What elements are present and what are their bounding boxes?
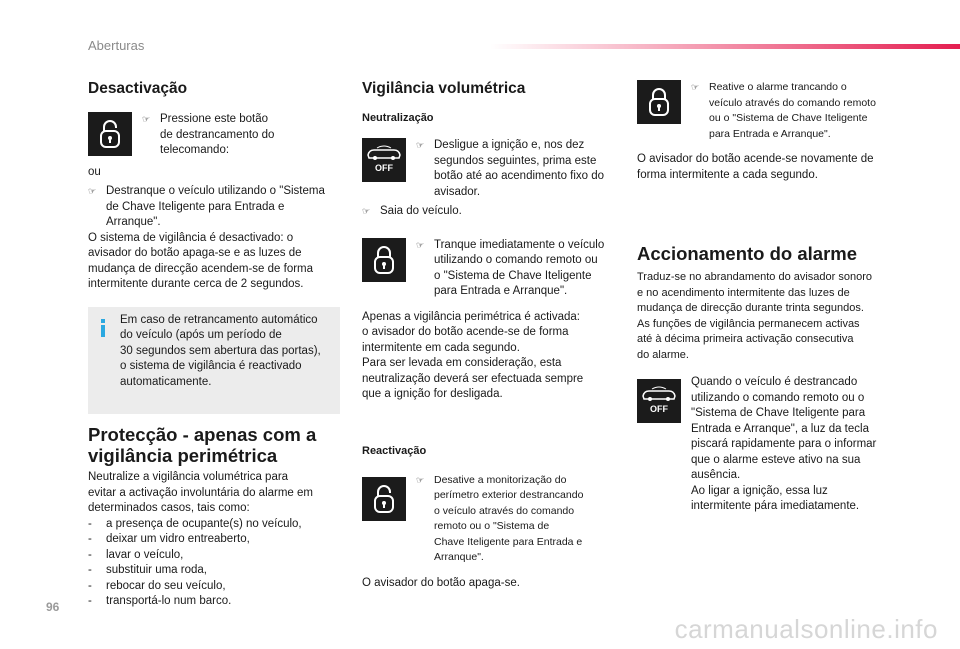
page-number: 96 bbox=[46, 600, 60, 614]
padlock-lock-icon bbox=[637, 80, 681, 124]
right-pointer-icon: ☞ bbox=[142, 114, 151, 124]
text-line: automaticamente. bbox=[120, 375, 212, 388]
padlock-unlock-icon bbox=[362, 477, 406, 521]
info-icon bbox=[96, 313, 120, 331]
cases-list bbox=[88, 517, 340, 610]
text-line: Entrada e Arranque", a luz da tecla bbox=[691, 422, 869, 435]
text-line: ausência. bbox=[691, 469, 741, 481]
list-item: - substituir uma roda, bbox=[88, 564, 207, 576]
right-pointer-icon: ☞ bbox=[362, 206, 371, 216]
step-exit-vehicle bbox=[362, 204, 618, 220]
text-line: intermitente durante cerca de 2 segundos. bbox=[88, 278, 304, 290]
text-line: até à décima primeira activação consecutiva bbox=[637, 333, 854, 345]
off-label: OFF bbox=[650, 404, 668, 414]
text-line: mudança de direcção durante trinta segundos. bbox=[637, 302, 864, 314]
step-lock-vehicle bbox=[362, 238, 618, 300]
paragraph-indicator-flash bbox=[637, 152, 889, 183]
text-indicator-off: O avisador do botão apaga-se. bbox=[362, 576, 520, 589]
heading-volumetric: Vigilância volumétrica bbox=[362, 80, 526, 97]
text-line: remoto ou o "Sistema de bbox=[434, 520, 550, 532]
text-line: Chave Iteligente para Entrada e bbox=[434, 535, 583, 548]
paragraph-perimeter bbox=[362, 310, 618, 403]
text-line: avisador do botão apaga-se e as luzes de bbox=[88, 247, 302, 259]
text-line: Tranque imediatamente o veículo bbox=[434, 238, 605, 251]
heading-alarm-trigger: Accionamento do alarme bbox=[637, 243, 858, 264]
subheading-neutralization: Neutralização bbox=[362, 112, 434, 124]
text-line: O sistema de vigilância é desactivado: o bbox=[88, 231, 294, 244]
text-line: o "Sistema de Chave Iteligente bbox=[434, 269, 592, 282]
step-reactivate bbox=[362, 473, 618, 566]
text-line: Traduz-se no abrandamento do avisador sonoro bbox=[637, 271, 873, 283]
text-line: que o alarme esteve ativo na sua bbox=[691, 453, 861, 466]
text-line: forma intermitente a cada segundo. bbox=[637, 168, 818, 181]
heading-line: vigilância perimétrica bbox=[88, 445, 278, 466]
text-line: intermitente pára imediatamente. bbox=[691, 500, 860, 512]
heading-line: Protecção - apenas com a bbox=[88, 424, 317, 445]
text-line: e no acendimento intermitente das luzes de bbox=[637, 286, 850, 299]
text-line: ou o "Sistema de Chave Iteligente bbox=[709, 112, 868, 124]
text-line: o sistema de vigilância é reactivado bbox=[120, 360, 302, 372]
text-line: Reative o alarme trancando o bbox=[709, 81, 847, 93]
text-line: Arranque". bbox=[106, 216, 161, 228]
text-line: Para ser levada em consideração, esta bbox=[362, 357, 562, 369]
text-line: para Entrada e Arranque". bbox=[709, 127, 831, 140]
car-alarm-off-icon bbox=[637, 379, 681, 423]
text-line: Desligue a ignição e, nos dez bbox=[434, 139, 585, 151]
text-line: determinados casos, tais como: bbox=[88, 502, 250, 514]
text-line: que a ignição for desligada. bbox=[362, 388, 503, 400]
text-line: do alarme. bbox=[637, 348, 689, 361]
paragraph-intro bbox=[88, 470, 340, 517]
right-pointer-icon: ☞ bbox=[416, 140, 425, 150]
text-line: mudança de direcção acendem-se de forma bbox=[88, 262, 314, 275]
heading-desactivacao: Desactivação bbox=[88, 80, 188, 97]
paragraph-deactivated bbox=[88, 231, 340, 293]
padlock-unlock-icon bbox=[88, 112, 132, 156]
text-line: o avisador do botão acende-se de forma bbox=[362, 326, 569, 338]
text-line: Quando o veículo é destrancado bbox=[691, 376, 858, 388]
text-line: Ao ligar a ignição, essa luz bbox=[691, 484, 828, 497]
watermark: carmanualsonline.info bbox=[674, 614, 938, 644]
text-line: O avisador do botão acende-se novamente de bbox=[637, 153, 874, 165]
list-item: - rebocar do seu veículo, bbox=[88, 579, 226, 592]
paragraph-alarm bbox=[637, 270, 889, 363]
text-line: o veículo através do comando bbox=[434, 504, 575, 517]
text-line: Arranque". bbox=[434, 551, 484, 563]
car-alarm-off-icon bbox=[362, 138, 406, 182]
list-item: - deixar um vidro entreaberto, bbox=[88, 533, 250, 545]
step-ignition-off bbox=[362, 138, 618, 200]
subheading-reactivation: Reactivação bbox=[362, 444, 427, 457]
text-line: utilizando o comando remoto ou o bbox=[691, 391, 865, 404]
text-line: Em caso de retrancamento automático bbox=[120, 313, 318, 326]
text-line: do veículo (após um período de bbox=[120, 329, 282, 341]
text-line: telecomando: bbox=[160, 144, 230, 156]
section-title: Aberturas bbox=[88, 38, 145, 53]
text-line: As funções de vigilância permanecem activas bbox=[637, 317, 860, 330]
text-line: para Entrada e Arranque". bbox=[434, 285, 568, 297]
text-line: Neutralize a vigilância volumétrica para bbox=[88, 471, 289, 483]
column-right bbox=[637, 78, 889, 515]
text-line: botão até ao acendimento fixo do bbox=[434, 170, 605, 182]
step-unlock-remote bbox=[88, 112, 340, 159]
right-pointer-icon: ☞ bbox=[416, 474, 425, 485]
text-line: Saia do veículo. bbox=[380, 205, 462, 217]
step-unlock-warning bbox=[637, 375, 889, 515]
right-pointer-icon: ☞ bbox=[416, 239, 425, 250]
text-or: ou bbox=[88, 165, 101, 178]
text-line: piscará rapidamente para o informar bbox=[691, 438, 877, 450]
text-line: "Sistema de Chave Iteligente para bbox=[691, 407, 866, 419]
column-middle bbox=[362, 78, 618, 591]
text-line: Pressione este botão bbox=[160, 113, 269, 125]
step-reactivate-lock bbox=[637, 80, 889, 142]
info-note bbox=[88, 307, 340, 415]
text-line: utilizando o comando remoto ou bbox=[434, 254, 598, 266]
text-line: Destranque o veículo utilizando o "Sistema bbox=[106, 185, 325, 197]
text-line: Apenas a vigilância perimétrica é activada: bbox=[362, 310, 580, 323]
heading-protection bbox=[88, 424, 340, 466]
text-line: de Chave Iteligente para Entrada e bbox=[106, 200, 285, 213]
right-pointer-icon: ☞ bbox=[691, 82, 700, 92]
list-item: - transportá-lo num barco. bbox=[88, 595, 232, 607]
padlock-lock-icon bbox=[362, 238, 406, 282]
text-line: de destrancamento do bbox=[160, 128, 275, 141]
text-line: evitar a activação involuntária do alarme em bbox=[88, 486, 314, 499]
off-label: OFF bbox=[375, 163, 393, 173]
text-line: Desative a monitorização do bbox=[434, 473, 567, 486]
list-item: - a presença de ocupante(s) no veículo, bbox=[88, 517, 302, 530]
text-line: neutralização deverá ser efectuada sempre bbox=[362, 372, 584, 385]
text-line: intermitente em cada segundo. bbox=[362, 341, 520, 354]
text-line: segundos seguintes, prima este bbox=[434, 154, 597, 167]
text-line: 30 segundos sem abertura das portas), bbox=[120, 344, 321, 357]
header-accent-line bbox=[490, 44, 960, 49]
column-left bbox=[88, 78, 340, 610]
list-item: - lavar o veículo, bbox=[88, 548, 184, 561]
step-unlock-keyless bbox=[88, 184, 340, 231]
right-pointer-icon: ☞ bbox=[88, 186, 97, 196]
text-line: perímetro exterior destrancando bbox=[434, 489, 584, 501]
text-line: avisador. bbox=[434, 185, 481, 198]
text-line: veículo através do comando remoto bbox=[709, 96, 876, 109]
